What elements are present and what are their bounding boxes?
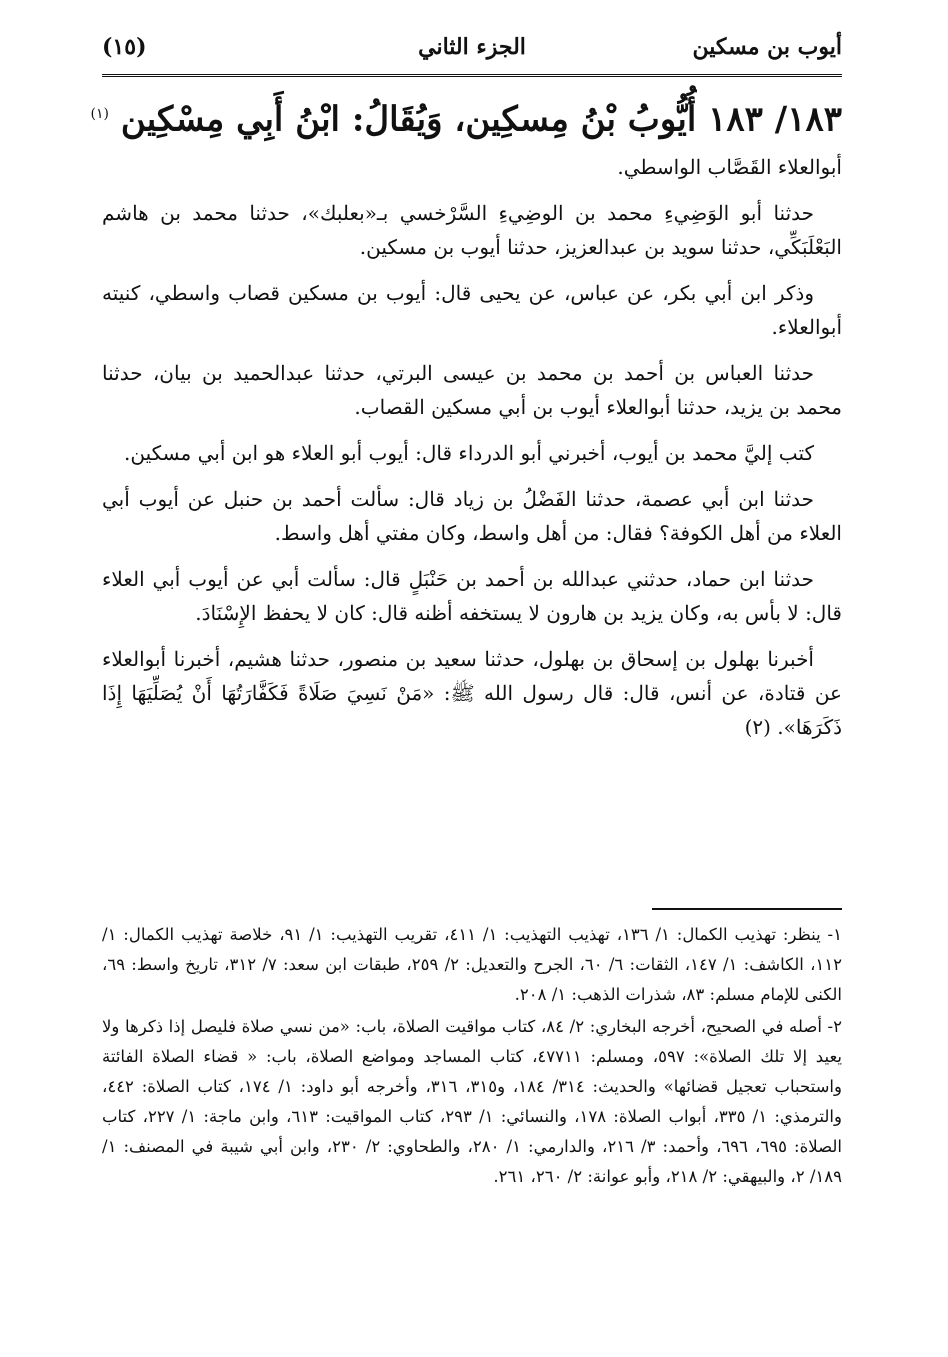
paragraph: حدثنا العباس بن أحمد بن محمد بن عيسى البرتي، حدثنا عبدالحميد بن بيان، حدثنا محمد بن يزيد، حدثنا أبوالعلاء أيوب بن أبي مسكين القصاب. bbox=[102, 361, 842, 419]
paragraph: حدثنا ابن حماد، حدثني عبدالله بن أحمد بن حَنْبَلٍ قال: سألت أبي عن أيوب أبي العلاء قال: لا بأس به، وكان يزيد بن هارون لا يستخفه أظنه قال: كان لا يحفظ الإِسْنَادَ. bbox=[102, 567, 842, 625]
header-volume-title: الجزء الثاني bbox=[418, 34, 526, 60]
running-header bbox=[102, 30, 842, 77]
footnotes bbox=[102, 920, 842, 1194]
footnote-2: ٢- أصله في الصحيح، أخرجه البخاري: ٢/ ٨٤، كتاب مواقيت الصلاة، باب: «من نسي صلاة فليصل إذا ذكرها ولا يعيد إلا تلك الصلاة»: ٥٩٧، ومسلم: ٤٧٧١١، كتاب المساجد ومواضع الصلاة، باب: « قضاء الصلاة الفائتة واستحباب تعجيل قضائها» والحديث: ٣١٤/ ١٨٤، و٣١٥، ٣١٦، وأخرجه أبو داود: ١/ ١٧٤، كتاب الصلاة: ٤٤٢، والترمذي: ١/ ٣٣٥، أبواب الصلاة: ١٧٨، والنسائي: ١/ ٢٩٣، كتاب المواقيت: ٦١٣، وابن ماجة: ١/ ٢٢٧، كتاب الصلاة: ٦٩٥، ٦٩٦، وأحمد: ٣/ ٢١٦، والدارمي: ١/ ٢٨٠، والطحاوي: ٢/ ٢٣٠، وابن أبي شيبة في المصنف: ١/ ١٨٩/ ٢، والبيهقي: ٢/ ٢١٨، وأبو عوانة: ٢/ ٢٦٠، ٢٦١. bbox=[102, 1017, 843, 1186]
body-text bbox=[102, 150, 842, 756]
entry-number: ١٨٣/ ١٨٣ bbox=[708, 99, 842, 140]
entry-name: أُيُّوبُ بْنُ مِسكِين، وَيُقَالُ: ابْنُ أَبِي مِسْكِين bbox=[120, 99, 697, 140]
header-entry-name: أيوب بن مسكين bbox=[692, 34, 842, 60]
footnote-1: ١- ينظر: تهذيب الكمال: ١/ ١٣٦، تهذيب التهذيب: ١/ ٤١١، تقريب التهذيب: ١/ ٩١، خلاصة تهذيب الكمال: ١/ ١١٢، الكاشف: ١/ ١٤٧، الثقات: ٦/ ٦٠، الجرح والتعديل: ٢/ ٢٥٩، طبقات ابن سعد: ٧/ ٣١٢، تاريخ واسط: ٦٩، الكنى للإمام مسلم: ٨٣، شذرات الذهب: ١/ ٢٠٨. bbox=[102, 925, 842, 1004]
page-number: (١٥) bbox=[102, 34, 147, 60]
paragraph-kunya: أبوالعلاء القَصَّاب الواسطي. bbox=[617, 155, 842, 179]
paragraph: أخبرنا بهلول بن إسحاق بن بهلول، حدثنا سعيد بن منصور، حدثنا هشيم، أخبرنا أبوالعلاء عن قتادة، عن أنس، قال: قال رسول الله ﷺ: «مَنْ نَسِيَ صَلَاةً فَكَفَّارَتُهَا أَنْ يُصَلِّيَهَا إِذَا ذَكَرَهَا». (٢) bbox=[102, 647, 842, 739]
paragraph: وذكر ابن أبي بكر، عن عباس، عن يحيى قال: أيوب بن مسكين قصاب واسطي، كنيته أبوالعلاء. bbox=[102, 281, 842, 339]
entry-title bbox=[90, 92, 842, 141]
paragraph: حدثنا أبو الوَضِيءِ محمد بن الوضِيءِ السَّرْخسي بـ«بعلبك»، حدثنا محمد بن هاشم البَعْلَبَكِّي، حدثنا سويد بن عبدالعزيز، حدثنا أيوب بن مسكين. bbox=[102, 201, 842, 259]
footnote-separator bbox=[652, 908, 842, 910]
footnote-ref-1: (١) bbox=[90, 106, 109, 122]
paragraph: حدثنا ابن أبي عصمة، حدثنا الفَضْلُ بن زياد قال: سألت أحمد بن حنبل عن أيوب أبي العلاء من أهل الكوفة؟ فقال: من أهل واسط، وكان مفتي أهل واسط. bbox=[102, 487, 842, 545]
paragraph: كتب إليَّ محمد بن أيوب، أخبرني أبو الدرداء قال: أيوب أبو العلاء هو ابن أبي مسكين. bbox=[124, 441, 814, 465]
